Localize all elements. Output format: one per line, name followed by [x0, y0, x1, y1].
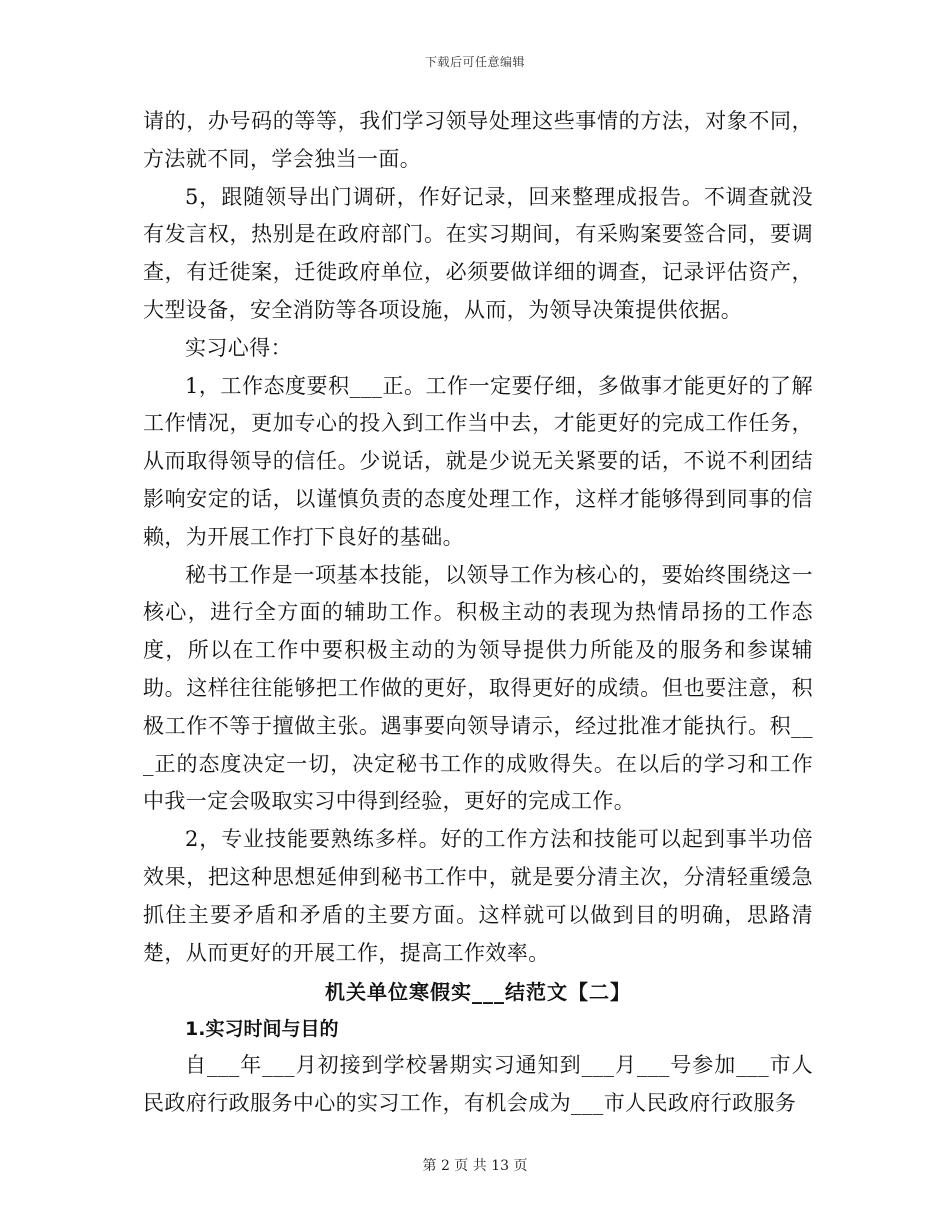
- paragraph-heading-insights: 实习心得：: [185, 335, 292, 360]
- paragraph-insight-2: 2，专业技能要熟练多样。好的工作方法和技能可以起到事半功倍效果，把这种思想延伸到秘书工作中，就是要分清主次，分清轻重缓急抓住主要矛盾和矛盾的主要方面。这样就可以做到目的明确，思路清楚，从而更好的开展工作，提高工作效率。: [143, 827, 813, 965]
- paragraph-secretary-work: 秘书工作是一项基本技能，以领导工作为核心的，要始终围绕这一核心，进行全方面的辅助工作。积极主动的表现为热情昂扬的工作态度，所以在工作中要积极主动的为领导提供力所能及的服务和参谋辅助。这样往往能够把工作做的更好，取得更好的成绩。但也要注意，积极工作不等于擅做主张。遇事要向领导请示，经过批准才能执行。积___正的态度决定一切，决定秘书工作的成败得失。在以后的学习和工作中我一定会吸取实习中得到经验，更好的完成工作。: [143, 562, 813, 814]
- header-note: 下载后可任意编辑: [424, 55, 525, 69]
- page-indicator: 第 2 页 共 13 页: [422, 1158, 528, 1174]
- paragraph-continuation: 请的，办号码的等等，我们学习领导处理这些事情的方法，对象不同，方法就不同，学会独当一面。: [143, 109, 813, 171]
- document-body: [143, 103, 813, 1123]
- section-title: 机关单位寒假实___结范文【二】: [325, 980, 631, 1005]
- paragraph-section-intro: 自___年___月初接到学校暑期实习通知到___月___号参加___市人民政府行政服务中心的实习工作，有机会成为___市人民政府行政服务: [143, 1053, 813, 1116]
- paragraph-item-5: 5，跟随领导出门调研，作好记录，回来整理成报告。不调查就没有发言权，热别是在政府部门。在实习期间，有采购案要签合同，要调查，有迁徙案，迁徙政府单位，必须要做详细的调查，记录评估资产，大型设备，安全消防等各项设施，从而，为领导决策提供依据。: [143, 184, 813, 322]
- paragraph-insight-1: 1，工作态度要积___正。工作一定要仔细，多做事才能更好的了解工作情况，更加专心的投入到工作当中去，才能更好的完成工作任务，从而取得领导的信任。少说话，就是少说无关紧要的话，不说不利团结影响安定的话，以谨慎负责的态度处理工作，这样才能够得到同事的信赖，为开展工作打下良好的基础。: [143, 373, 813, 549]
- section-subheading: 1.实习时间与目的: [185, 1018, 339, 1041]
